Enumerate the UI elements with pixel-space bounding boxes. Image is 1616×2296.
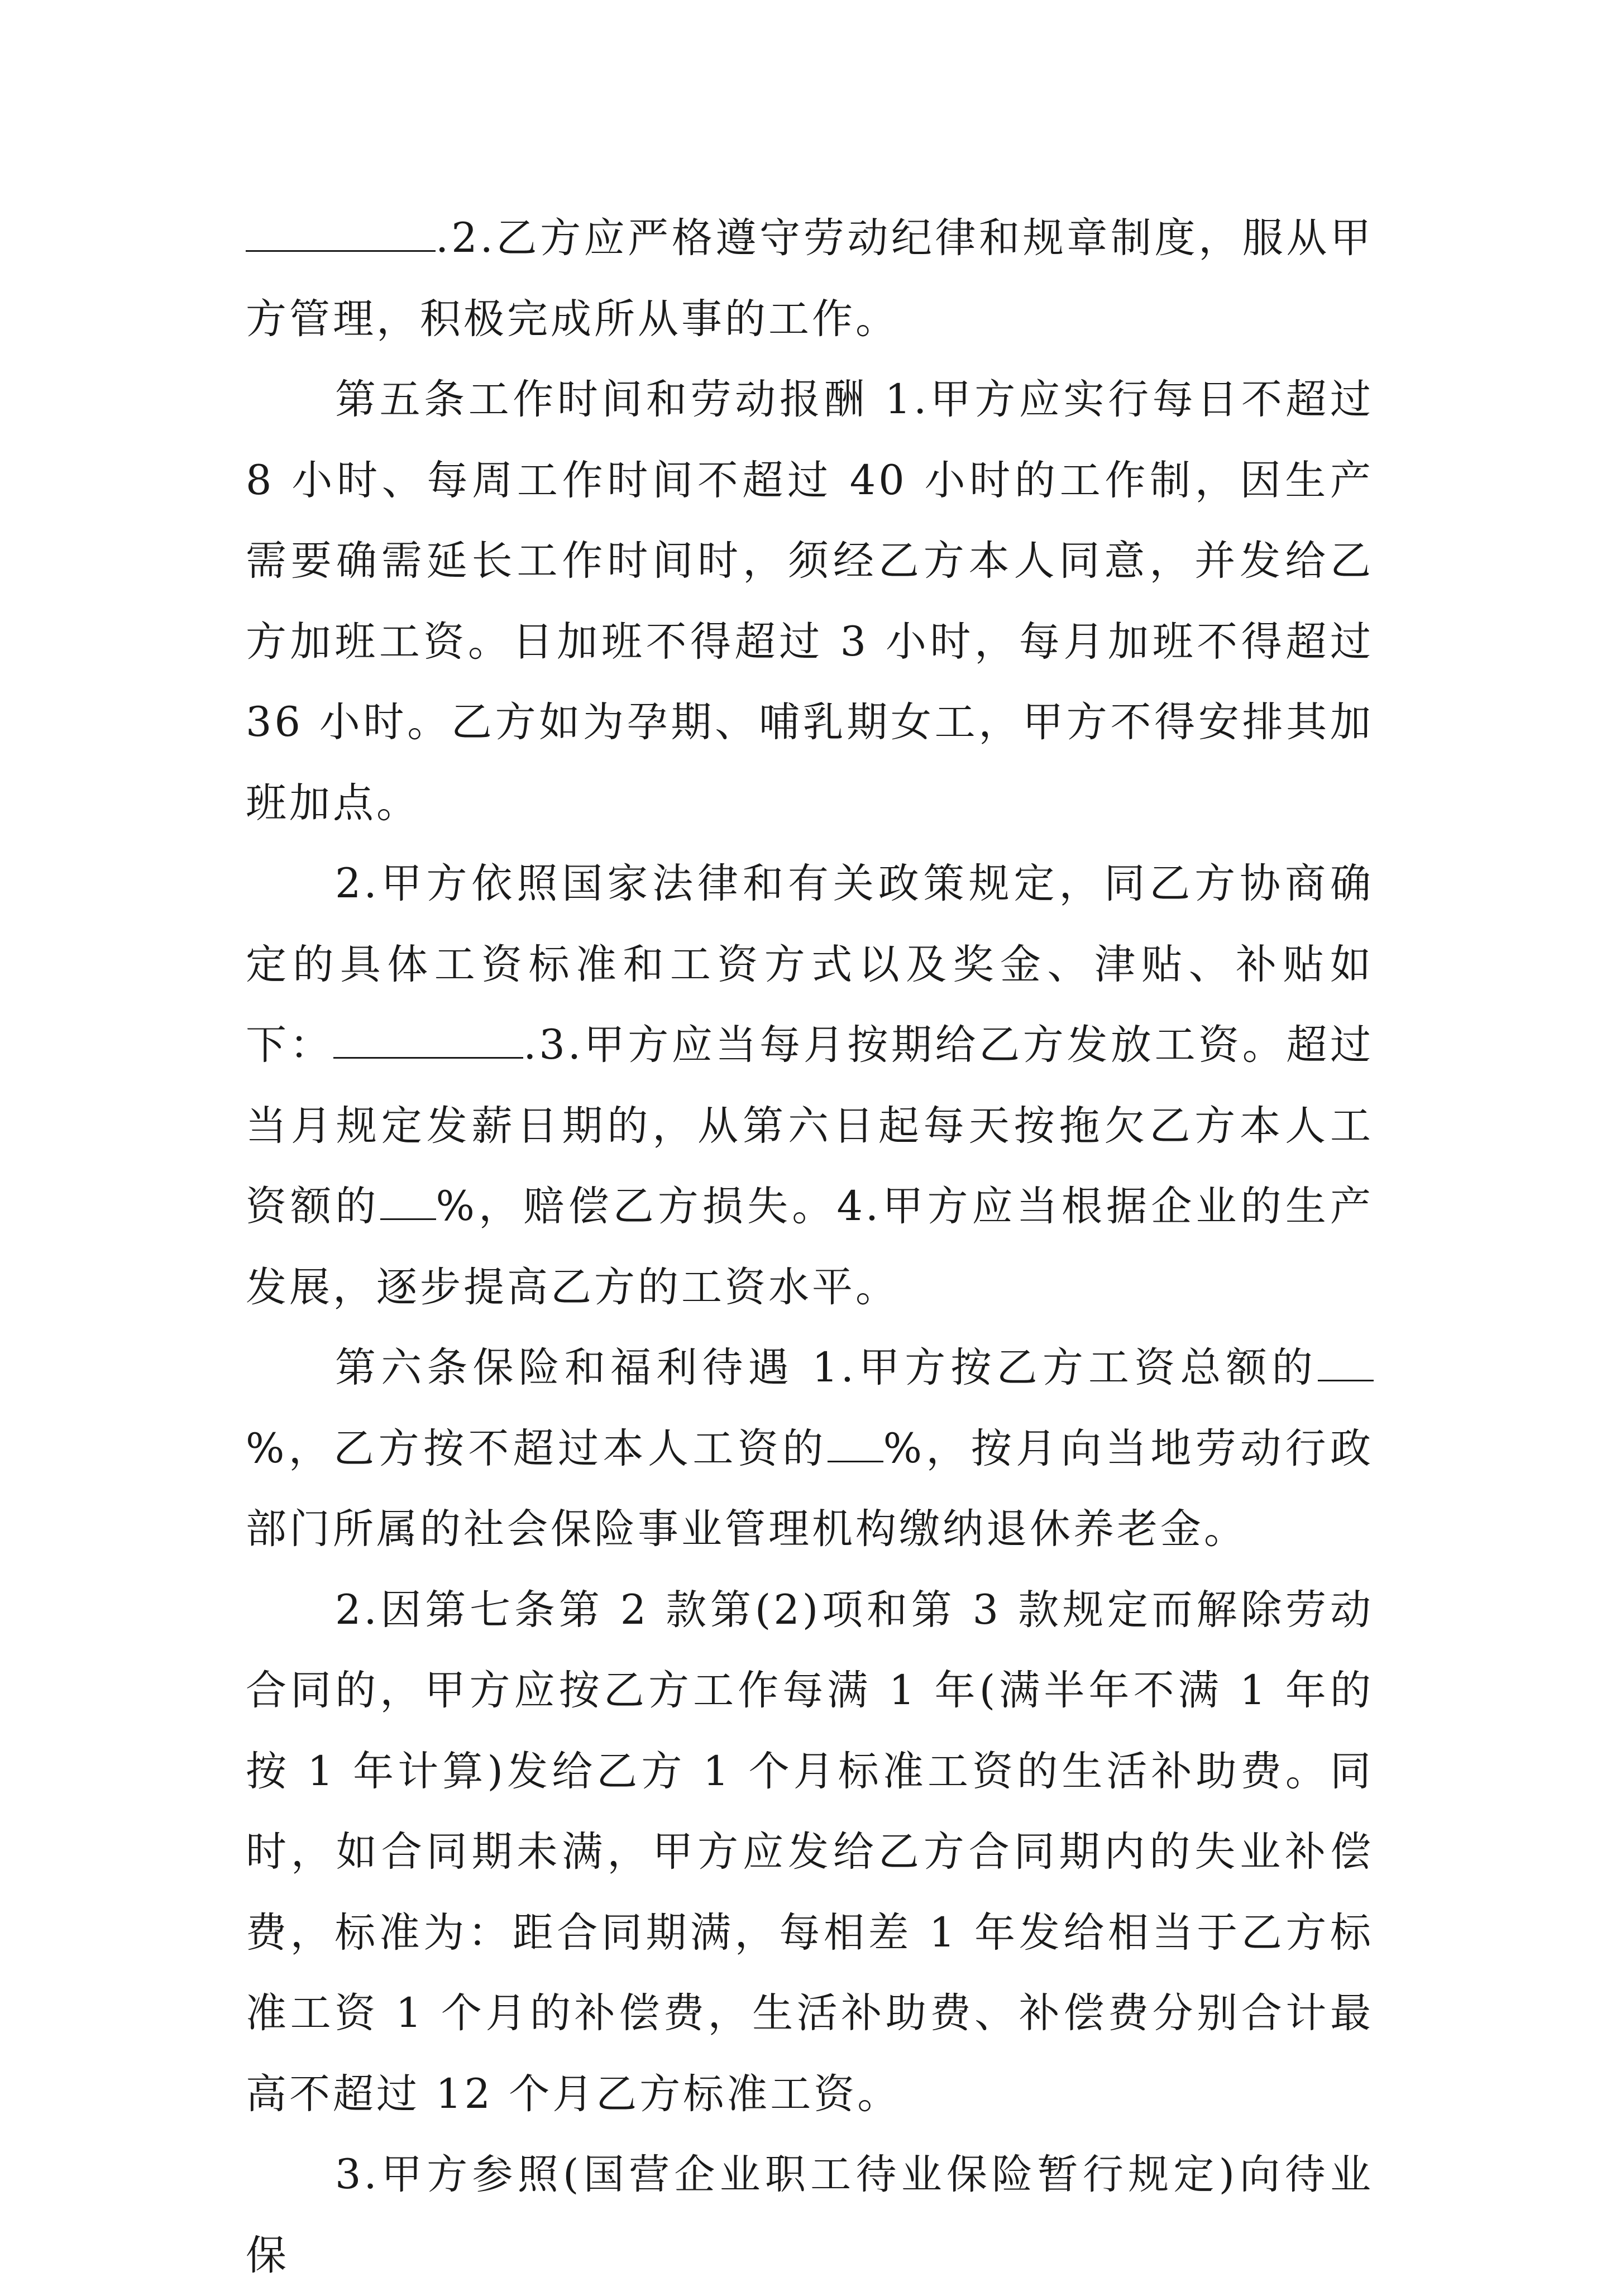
fill-in-blank	[828, 1422, 883, 1462]
paragraph-text: 2.甲方依照国家法律和有关政策规定，同乙方协商确定的具体工资标准和工资方式以及奖金、津贴、补贴如下：	[246, 860, 1374, 1069]
paragraph-p1	[246, 198, 1374, 360]
fill-in-blank	[333, 1018, 523, 1059]
paragraph-text: %，赔偿乙方损失。4.甲方应当根据企业的生产发展，逐步提高乙方的工资水平。	[246, 1183, 1374, 1311]
paragraph-p4	[246, 1328, 1374, 1570]
paragraph-text: %，按月向当地劳动行政部门所属的社会保险事业管理机构缴纳退休养老金。	[246, 1424, 1374, 1553]
fill-in-blank	[1318, 1341, 1374, 1381]
paragraph-p5	[246, 1570, 1374, 2135]
document-body	[246, 198, 1374, 2296]
paragraph-text: 3.甲方参照(国营企业职工待业保险暂行规定)向待业保	[246, 2151, 1374, 2279]
fill-in-blank	[246, 212, 436, 252]
paragraph-p3	[246, 844, 1374, 1328]
paragraph-text: %，乙方按不超过本人工资的	[246, 1424, 828, 1472]
fill-in-blank	[380, 1180, 436, 1220]
paragraph-p2	[246, 360, 1374, 844]
paragraph-text: 第六条保险和福利待遇 1.甲方按乙方工资总额的	[335, 1344, 1318, 1391]
paragraph-text: 第五条工作时间和劳动报酬 1.甲方应实行每日不超过 8 小时、每周工作时间不超过 40 小时的工作制，因生产需要确需延长工作时间时，须经乙方本人同意，并发给乙方加班工资。日加班不得超过 3 小时，每月加班不得超过 36 小时。乙方如为孕期、哺乳期女工，甲方不得安排其加班加点。	[246, 376, 1374, 827]
paragraph-p6	[246, 2135, 1374, 2296]
paragraph-text: 2.因第七条第 2 款第(2)项和第 3 款规定而解除劳动合同的，甲方应按乙方工作每满 1 年(满半年不满 1 年的按 1 年计算)发给乙方 1 个月标准工资的生活补助费。同时，如合同期未满，甲方应发给乙方合同期内的失业补偿费，标准为：距合同期满，每相差 1 年发给相当于乙方标准工资 1 个月的补偿费，生活补助费、补偿费分别合计最高不超过 12 个月乙方标准工资。	[246, 1586, 1374, 2118]
paragraph-text: .3.甲方应当每月按期给乙方发放工资。超过当月规定发薪日期的，从第六日起每天按拖欠乙方本人工资额的	[246, 1021, 1374, 1230]
paragraph-text: .2.乙方应严格遵守劳动纪律和规章制度，服从甲方管理，积极完成所从事的工作。	[246, 214, 1374, 343]
